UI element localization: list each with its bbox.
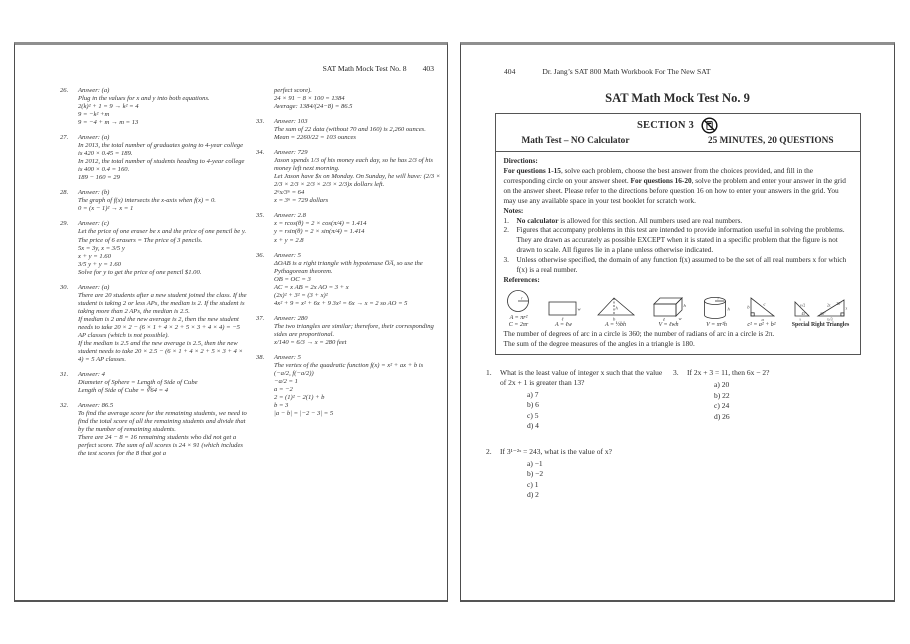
references-heading: References:	[503, 275, 540, 285]
answer-number: 29.	[60, 220, 69, 228]
right-triangle-figure-icon	[747, 295, 777, 321]
answer-body	[274, 212, 441, 244]
width-label: w	[678, 315, 682, 321]
answer-line: Answer: 5	[274, 251, 301, 259]
answer-line: Diameter of Sphere = Length of Side of Cube	[78, 379, 198, 386]
answer-line: |a − b| = |−2 − 3| = 5	[274, 410, 334, 418]
answer-line: 3/5 y + y = 1.60	[78, 260, 121, 268]
questions-section	[461, 355, 894, 515]
answer-item	[256, 212, 441, 244]
answer-option: c) 1	[527, 479, 539, 489]
answer-number: 34.	[256, 149, 265, 157]
section-subtitle-right: 25 MINUTES, 20 QUESTIONS	[707, 136, 834, 146]
angle-30-label: 30°	[836, 301, 842, 306]
directions-text-1: , solve each problem, choose the best answer from the choices provided, and fill in the corresponding circle on your answer sheet.	[503, 165, 814, 185]
answer-line: Answer: (b)	[78, 189, 110, 197]
figure-caption: V = ℓwh	[658, 321, 679, 328]
answer-line: y = rsin(θ) = 2 × sin(π/4) = 1.414	[274, 228, 365, 236]
answer-number: 27.	[60, 134, 69, 142]
answer-option: b) 22	[714, 390, 730, 400]
right-page-header	[461, 67, 894, 76]
question-options	[500, 390, 667, 432]
answer-number: 28.	[60, 189, 69, 197]
answer-option: b) −2	[527, 469, 544, 479]
answer-line: Mean = 2260/22 = 103 ounces	[274, 134, 356, 142]
answer-line: Length of Side of Cube = ∛64 = 4	[78, 387, 169, 395]
question-options	[500, 459, 667, 501]
triangle-figure-icon	[596, 295, 636, 321]
answer-line: 5x = 3y, x = 3/5 y	[78, 244, 125, 252]
left-page	[14, 42, 448, 602]
answer-item	[256, 252, 441, 308]
notes-heading: Notes:	[503, 205, 524, 215]
answer-line: Answer: (a)	[78, 134, 110, 142]
answer-body	[274, 87, 441, 111]
answer-line: 0 = (x − 1)² → x = 1	[78, 205, 134, 213]
question-body	[500, 368, 667, 432]
answer-option: a) 20	[714, 380, 730, 390]
answer-body	[78, 220, 247, 276]
answer-line: x = 3⁶ = 729 dollars	[274, 197, 329, 205]
answer-number: 30.	[60, 283, 69, 291]
figure-caption: A = ½bh	[604, 321, 627, 328]
answer-body	[274, 118, 441, 142]
answer-body	[78, 134, 247, 182]
answer-line: Answer: 280	[274, 314, 308, 322]
question-item	[486, 368, 667, 432]
reference-figure-cylinder	[702, 295, 732, 329]
answer-item	[60, 402, 247, 458]
reference-figures	[504, 285, 852, 329]
note-number: 1.	[503, 215, 509, 225]
radius-label: r	[520, 295, 523, 301]
angle-45-label: 45°	[801, 311, 807, 316]
answer-line: If median is 2 and the new average is 2, then the new student needs to take 20 × 2 − (6 × 1 + 4 × 2 + 5 × 3 + 4 × 4) = −5 AP classes (which is not possible).	[78, 315, 240, 339]
answer-number	[256, 87, 274, 111]
reference-figure-circle	[506, 288, 532, 328]
answer-number: 37.	[256, 314, 265, 322]
answer-line: Answer: 2.8	[274, 212, 306, 220]
answer-line: (2x)² + 3² = (3 + x)²	[274, 291, 328, 299]
answer-line: AC = x AB = 2x AO = 3 + x	[274, 283, 349, 291]
answer-body	[274, 315, 441, 347]
question-text: What is the least value of integer x such that the value of 2x + 1 is greater than 13?	[500, 368, 663, 388]
answer-line: Answer: 4	[78, 370, 105, 378]
answer-line: In 2013, the total number of graduates going to 4-year college is 420 × 0.45 = 189.	[78, 142, 244, 158]
answer-line: x + y = 1.60	[78, 252, 111, 260]
answer-body	[78, 87, 247, 127]
answer-line: Let the price of one eraser be x and the price of one pencil be y. The price of 6 erasers = The price of 3 pencils.	[78, 228, 247, 244]
answer-option: d) 4	[527, 421, 539, 431]
question-item	[673, 368, 886, 422]
answer-line: x = rcos(θ) = 2 × cos(π/4) = 1.414	[274, 220, 367, 228]
angle-60-label: 60°	[820, 311, 826, 316]
answer-line: If the median is 2.5 and the new average is 2.5, then the new student needs to take 20 × 2.5 − (6 × 1 + 4 × 2 + 5 × 3 + 4 × 4) = 5 AP classes.	[78, 339, 243, 363]
answer-line: Let Jason have $x on Monday. On Sunday, he will have: (2/3 × 2/3 × 2/3 × 2/3 × 2/3 × 2/3)x dollars left.	[274, 173, 441, 189]
question-number: 1.	[486, 368, 492, 378]
answer-line: x + y = 2.8	[274, 236, 304, 244]
answer-option: b) 6	[527, 400, 539, 410]
side-s-label: s	[799, 317, 801, 321]
answer-line: 2(k)² + 1 = 9 → k² = 4	[78, 103, 139, 111]
answer-line: Answer: (a)	[78, 87, 110, 94]
directions-paragraph	[504, 166, 852, 206]
section-title-row	[506, 117, 850, 134]
question-text: If 2x + 3 = 11, then 6x − 2?	[687, 368, 770, 378]
height-label: h	[727, 306, 730, 312]
answer-option: a) −1	[527, 458, 543, 468]
answer-option: c) 24	[714, 401, 730, 411]
question-body	[687, 368, 886, 422]
reference-figure-box	[651, 295, 687, 329]
answer-number: 35.	[256, 212, 265, 220]
answer-item	[60, 134, 247, 182]
answer-line: Answer: (c)	[78, 220, 109, 228]
answer-line: a = −2	[274, 386, 293, 393]
question-number: 2.	[486, 446, 492, 456]
answer-line: Average: 1384/(24−8) = 86.5	[274, 103, 353, 111]
answer-item	[256, 118, 441, 142]
answer-line: ΔOAB is a right triangle with hypotenuse O̅A̅, so use the Pythagorean theorem.	[274, 259, 423, 275]
answer-number: 26.	[60, 87, 69, 94]
directions-box	[495, 152, 861, 355]
figure-caption: C = 2πr	[508, 321, 529, 328]
special-right-triangles-icon	[792, 295, 850, 321]
answer-item	[60, 87, 247, 127]
base-label: b	[612, 316, 615, 321]
question-text: If 3¹⁻²ˣ = 243, what is the value of x?	[500, 446, 612, 456]
answer-line: Answer: 86.5	[78, 402, 114, 410]
section-subtitle-row	[506, 134, 850, 146]
note-item-3	[504, 255, 852, 275]
section-title: SECTION 3	[637, 120, 694, 131]
answer-line: x/140 = 6/3 → x = 280 feet	[274, 338, 347, 346]
answer-option: a) 7	[527, 389, 539, 399]
section-box	[495, 113, 861, 152]
side-x-label: x	[845, 306, 847, 311]
answer-line: Plug in the values for x and y into both equations.	[78, 95, 210, 103]
directions-bold-2: For questions 16-20	[630, 175, 692, 185]
answer-number: 38.	[256, 353, 265, 361]
answer-item	[60, 189, 247, 213]
answer-body	[274, 354, 441, 418]
directions-bold-1: For questions 1-15	[503, 165, 561, 175]
answer-body	[274, 149, 441, 205]
answer-line: Jason spends 1/3 of his money each day, so he has 2/3 of his money left next morning.	[274, 157, 433, 173]
answer-item	[60, 371, 247, 395]
answer-line: There are 20 students after a new student joined the class. If the student is taking 2 or less APs, the median is 2. If the student is taking more than 2 APs, the median is 2.5.	[78, 291, 247, 315]
answer-number: 31.	[60, 370, 69, 378]
answer-line: b = 3	[274, 402, 289, 410]
length-label: ℓ	[561, 316, 563, 321]
answer-line: To find the average score for the remaining students, we need to find the total score of all the remaining students and divide that by the number of remaining students.	[78, 410, 247, 434]
answer-line: In 2012, the total number of students heading to 4-year college is 400 × 0.4 = 160.	[78, 158, 245, 174]
book-title: Dr. Jang’s SAT 800 Math Workbook For The New SAT	[542, 67, 711, 76]
answer-line: Solve for y to get the price of one pencil $1.00.	[78, 268, 202, 276]
question-options	[687, 380, 886, 422]
no-calculator-icon	[701, 117, 718, 134]
answer-item	[256, 149, 441, 205]
answer-option: c) 5	[527, 410, 539, 420]
answer-line: 2 = (1)² − 2(1) + b	[274, 394, 325, 402]
note-number: 2.	[503, 225, 509, 235]
reference-figure-triangle	[596, 295, 636, 329]
page-number: 403	[422, 64, 434, 73]
question-item	[486, 447, 667, 501]
circle-figure-icon	[506, 288, 532, 314]
side-x3-label: x√3	[826, 317, 833, 321]
note-item-1	[504, 216, 852, 226]
questions-column-1	[486, 368, 667, 515]
figure-caption: V = πr²h	[706, 321, 727, 328]
radius-label: r	[717, 295, 719, 301]
test-title: SAT Math Mock Test No. 9	[605, 91, 750, 105]
answer-line: There are 24 − 8 = 16 remaining students who did not get a perfect score. The sum of all scores is 24 × 91 (which includes the test scores for the 8 that got a	[78, 434, 243, 458]
answer-option: d) 26	[714, 411, 730, 421]
left-page-header	[15, 64, 447, 73]
length-label: ℓ	[662, 316, 665, 321]
note-item-2	[504, 225, 852, 255]
answer-line: The graph of f(x) intersects the x-axis when f(x) = 0.	[78, 197, 216, 205]
cylinder-figure-icon	[702, 295, 732, 321]
page-number: 404	[504, 67, 516, 76]
running-title: SAT Math Mock Test No. 8	[322, 64, 407, 73]
answer-line: −a/2 = 1	[274, 377, 298, 385]
answer-item	[256, 87, 441, 111]
answer-line: 9 = −k² +m	[78, 111, 110, 119]
answer-line: The two triangles are similar; therefore, their corresponding sides are proportional.	[274, 322, 434, 338]
side-c-label: c	[763, 301, 766, 307]
answer-line: 9 = −4 + m → m = 13	[78, 119, 139, 127]
figure-caption: c² = a² + b²	[747, 321, 776, 328]
height-label: h	[615, 305, 618, 311]
figure-caption: Special Right Triangles	[791, 321, 850, 328]
answer-line: Answer: (a)	[78, 283, 110, 291]
answer-number: 36.	[256, 251, 265, 259]
side-b-label: b	[746, 304, 750, 310]
hypotenuse-2x-label: 2x	[826, 303, 831, 308]
answer-line: Answer: 5	[274, 353, 301, 361]
reference-figure-rectangle	[547, 295, 581, 329]
answer-line: Answer: 729	[274, 149, 308, 157]
answer-body	[78, 189, 247, 213]
answer-line: 24 × 91 − 8 × 100 = 1384	[274, 95, 345, 103]
answer-body	[78, 402, 247, 458]
directions-heading: Directions:	[503, 156, 538, 165]
answer-item	[256, 315, 441, 347]
reference-figure-special-right-triangles	[792, 295, 850, 328]
questions-column-2	[673, 368, 886, 515]
answer-line: OB = OC = 3	[274, 275, 311, 283]
answer-body	[274, 252, 441, 308]
answer-body	[78, 371, 247, 395]
hypotenuse-label: s√2	[799, 303, 805, 308]
note-number: 3.	[503, 255, 509, 265]
answer-item	[60, 284, 247, 364]
answer-line: perfect score).	[274, 87, 312, 94]
question-body	[500, 447, 667, 501]
answer-line: 2⁶x/3⁶ = 64	[274, 189, 305, 197]
answer-line: 4x² + 9 = x² + 6x + 9 3x² = 6x → x = 2 so AO = 5	[274, 299, 408, 307]
width-label: w	[577, 306, 581, 312]
note-text: Unless otherwise specified, the domain of any function f(x) assumed to be the set of all real numbers x for which f(x) is a real number.	[516, 255, 847, 275]
answer-number: 32.	[60, 402, 69, 410]
answer-body	[78, 284, 247, 364]
right-page	[460, 42, 895, 602]
answer-line: The sum of 22 data (without 70 and 160) is 2,260 ounces.	[274, 126, 426, 134]
answers-column-2	[256, 87, 441, 465]
references-footer-line-1: The number of degrees of arc in a circle is 360; the number of radians of arc in a circle is 2π.	[503, 329, 775, 339]
reference-figure-right-triangle	[747, 295, 777, 329]
answer-item	[60, 220, 247, 276]
answer-line: 189 − 160 = 29	[78, 174, 120, 182]
answer-line: Answer: 103	[274, 118, 308, 126]
test-intro	[495, 113, 861, 355]
answer-explanations	[15, 73, 447, 465]
height-label: h	[683, 302, 686, 308]
answer-number: 33.	[256, 118, 265, 126]
figure-caption: A = πr²	[509, 314, 528, 321]
note-text: Figures that accompany problems in this test are intended to provide information useful in solving the problems. They are drawn as accurately as possible EXCEPT when it is stated in a specific problem that the figure is not drawn to scale. All figures lie in a plane unless otherwise indicated.	[516, 225, 845, 255]
question-number: 3.	[673, 368, 679, 378]
answer-item	[256, 354, 441, 418]
answer-line: The vertex of the quadratic function f(x) = x² + ax + b is (−a/2, f(−a/2))	[274, 361, 424, 377]
directions-text-2: , solve the problem and enter your answer in the grid on the answer sheet. Please refer to the directions before question 16 on how to enter your answers in the grid. You may use any available space in your test booklet for scratch work.	[503, 175, 846, 205]
answers-column-1	[60, 87, 247, 465]
figure-caption: A = ℓw	[554, 321, 573, 328]
note-text: No calculator is allowed for this section. All numbers used are real numbers.	[516, 215, 743, 225]
side-a-label: a	[761, 316, 764, 321]
answer-option: d) 2	[527, 490, 539, 500]
box-figure-icon	[651, 295, 687, 321]
section-subtitle-left: Math Test – NO Calculator	[521, 136, 630, 146]
rectangle-figure-icon	[547, 295, 581, 321]
references-footer-line-2: The sum of the degree measures of the angles in a triangle is 180.	[503, 339, 695, 349]
